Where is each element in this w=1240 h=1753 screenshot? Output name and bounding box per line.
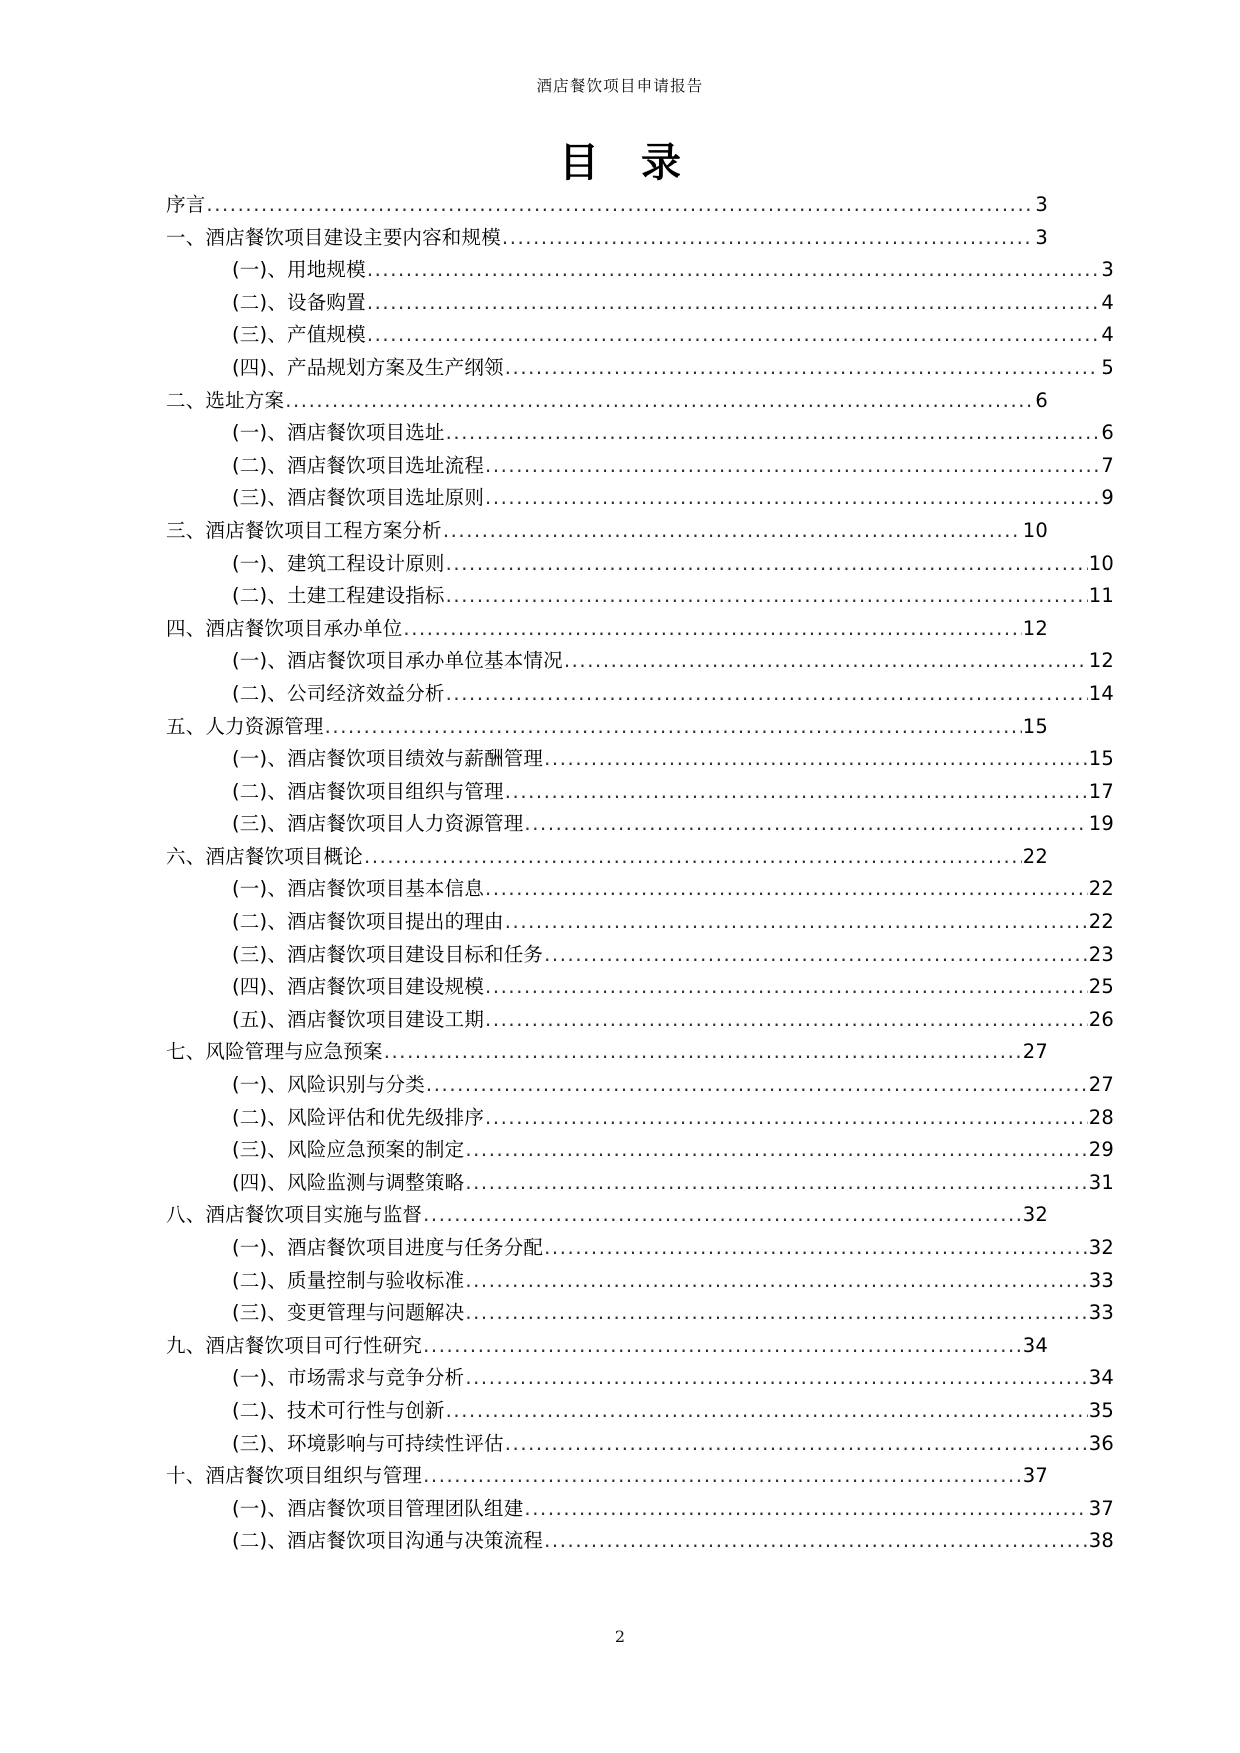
toc-entry[interactable] [166,971,1114,1004]
toc-entry[interactable] [166,711,1048,744]
footer-page-number: 2 [614,1627,626,1646]
toc-entry-page-number: 19 [1088,812,1114,836]
toc-entry-label: 九、酒店餐饮项目可行性研究 [166,1333,423,1357]
toc-dot-leader [443,521,1022,541]
toc-dot-leader [485,488,1099,508]
toc-entry-label: 十、酒店餐饮项目组织与管理 [166,1464,423,1488]
toc-entry-label: (二)、公司经济效益分析 [232,681,445,705]
toc-entry-page-number: 10 [1022,518,1048,542]
toc-dot-leader [446,684,1088,704]
toc-dot-leader [423,1466,1022,1486]
toc-entry-page-number: 27 [1022,1040,1048,1064]
toc-entry-page-number: 6 [1101,421,1114,445]
toc-dot-leader [544,945,1088,965]
toc-entry-page-number: 15 [1022,714,1048,738]
toc-entry-label: (一)、建筑工程设计原则 [232,551,445,575]
toc-entry-page-number: 34 [1022,1333,1048,1357]
table-of-contents [166,189,1114,1558]
toc-dot-leader [485,977,1088,997]
toc-entry[interactable] [166,841,1048,874]
toc-entry-label: 序言 [166,193,206,216]
toc-dot-leader [465,1368,1087,1388]
toc-entry-label: (四)、酒店餐饮项目建设规模 [232,975,485,999]
toc-entry[interactable] [166,417,1114,450]
toc-dot-leader [446,1401,1088,1421]
toc-entry-label: (一)、风险识别与分类 [232,1073,425,1097]
toc-entry-page-number: 3 [1035,193,1048,216]
toc-entry-label: 三、酒店餐饮项目工程方案分析 [166,518,442,542]
toc-entry-page-number: 3 [1035,225,1048,249]
toc-entry[interactable] [166,548,1114,581]
toc-entry[interactable] [166,906,1114,939]
toc-entry-page-number: 4 [1101,323,1114,347]
toc-entry[interactable] [166,352,1114,385]
toc-entry-page-number: 22 [1088,910,1114,934]
toc-entry-page-number: 32 [1088,1236,1114,1259]
toc-entry-page-number: 23 [1088,942,1114,966]
toc-entry[interactable] [166,385,1048,418]
toc-dot-leader [446,586,1088,606]
toc-dot-leader [465,1271,1087,1291]
toc-entry[interactable] [166,1167,1114,1200]
toc-entry[interactable] [166,808,1114,841]
toc-dot-leader [426,1075,1088,1095]
toc-entry-page-number: 17 [1088,779,1114,803]
toc-dot-leader [465,1140,1087,1160]
toc-entry-page-number: 36 [1088,1431,1114,1455]
toc-entry[interactable] [166,1297,1114,1330]
toc-entry[interactable] [166,287,1114,320]
toc-entry-page-number: 11 [1088,584,1114,608]
toc-dot-leader [367,325,1099,345]
toc-entry-page-number: 37 [1022,1464,1048,1488]
toc-entry[interactable] [166,1395,1114,1428]
toc-entry-page-number: 5 [1101,355,1114,379]
toc-entry-label: (三)、风险应急预案的制定 [232,1138,465,1162]
toc-entry-page-number: 31 [1088,1170,1114,1194]
toc-dot-leader [505,1434,1088,1454]
toc-dot-leader [403,619,1021,639]
toc-dot-leader [367,260,1099,280]
toc-dot-leader [384,1042,1022,1062]
toc-entry-page-number: 38 [1088,1529,1114,1553]
toc-entry-page-number: 34 [1088,1366,1114,1390]
toc-entry-label: 五、人力资源管理 [166,714,324,738]
toc-entry-label: (三)、环境影响与可持续性评估 [232,1431,504,1455]
toc-entry[interactable] [166,1493,1114,1526]
toc-entry-label: (一)、酒店餐饮项目绩效与薪酬管理 [232,747,544,771]
toc-entry[interactable] [166,450,1114,483]
toc-entry-label: (四)、产品规划方案及生产纲领 [232,355,504,379]
toc-entry-label: 八、酒店餐饮项目实施与监督 [166,1203,423,1227]
toc-entry-label: (二)、酒店餐饮项目沟通与决策流程 [232,1529,544,1553]
toc-entry-page-number: 29 [1088,1138,1114,1162]
toc-dot-leader [364,847,1022,867]
toc-entry-page-number: 10 [1088,551,1114,575]
toc-entry-page-number: 33 [1088,1268,1114,1292]
toc-dot-leader [544,749,1088,769]
toc-dot-leader [544,1238,1088,1258]
toc-entry-label: (三)、酒店餐饮项目人力资源管理 [232,812,524,836]
toc-entry[interactable] [166,1199,1048,1232]
toc-entry-page-number: 26 [1088,1007,1114,1031]
toc-entry-page-number: 12 [1022,616,1048,640]
toc-entry-page-number: 25 [1088,975,1114,999]
toc-entry-label: (二)、技术可行性与创新 [232,1398,445,1422]
toc-entry-page-number: 28 [1088,1105,1114,1129]
toc-entry[interactable] [166,1265,1114,1298]
toc-dot-leader [485,879,1088,899]
toc-entry[interactable] [166,189,1048,222]
toc-dot-leader [505,782,1088,802]
toc-dot-leader [505,358,1099,378]
toc-entry-label: (二)、质量控制与验收标准 [232,1268,465,1292]
toc-dot-leader [564,651,1088,671]
toc-dot-leader [465,1303,1087,1323]
toc-entry-label: (二)、酒店餐饮项目选址流程 [232,453,485,477]
toc-dot-leader [485,456,1099,476]
toc-entry-label: (五)、酒店餐饮项目建设工期 [232,1007,485,1031]
toc-entry[interactable] [166,1036,1048,1069]
toc-entry-label: (一)、市场需求与竞争分析 [232,1366,465,1390]
toc-entry[interactable] [166,515,1048,548]
toc-entry[interactable] [166,1525,1114,1558]
toc-entry[interactable] [166,580,1114,613]
toc-dot-leader [544,1531,1088,1551]
toc-entry-page-number: 22 [1088,877,1114,901]
toc-entry-label: 四、酒店餐饮项目承办单位 [166,616,403,640]
toc-dot-leader [206,195,1033,215]
toc-entry[interactable] [166,1428,1114,1461]
toc-entry[interactable] [166,1004,1114,1037]
toc-entry-page-number: 35 [1088,1398,1114,1422]
toc-entry[interactable] [166,1330,1048,1363]
toc-entry[interactable] [166,1134,1114,1167]
toc-entry-page-number: 32 [1022,1203,1048,1227]
toc-entry-label: (三)、变更管理与问题解决 [232,1301,465,1325]
toc-entry-label: (二)、设备购置 [232,290,366,314]
toc-dot-leader [524,1499,1087,1519]
toc-entry[interactable] [166,776,1114,809]
toc-dot-leader [423,1205,1022,1225]
toc-entry-label: (二)、风险评估和优先级排序 [232,1105,485,1129]
toc-entry-label: 六、酒店餐饮项目概论 [166,844,364,868]
toc-entry-page-number: 27 [1088,1073,1114,1097]
page-title: 目 录 [559,139,695,186]
toc-entry-label: (二)、酒店餐饮项目提出的理由 [232,910,504,934]
toc-entry[interactable] [166,482,1114,515]
toc-entry-label: (四)、风险监测与调整策略 [232,1170,465,1194]
toc-entry-page-number: 4 [1101,290,1114,314]
toc-entry-label: 一、酒店餐饮项目建设主要内容和规模 [166,225,501,249]
toc-entry[interactable] [166,1362,1114,1395]
toc-dot-leader [423,1336,1022,1356]
toc-entry-label: (二)、土建工程建设指标 [232,584,445,608]
toc-entry-page-number: 33 [1088,1301,1114,1325]
running-header: 酒店餐饮项目申请报告 [536,77,704,95]
toc-entry-page-number: 7 [1101,453,1114,477]
toc-entry-page-number: 6 [1035,388,1048,412]
toc-dot-leader [446,554,1088,574]
toc-entry-label: 二、选址方案 [166,388,285,412]
toc-dot-leader [502,228,1033,248]
toc-entry[interactable] [166,613,1048,646]
toc-entry[interactable] [166,743,1114,776]
toc-entry-label: (一)、酒店餐饮项目进度与任务分配 [232,1236,544,1259]
toc-dot-leader [485,1108,1088,1128]
toc-dot-leader [465,1173,1087,1193]
toc-entry[interactable] [166,222,1048,255]
toc-entry[interactable] [166,1232,1114,1265]
toc-entry[interactable] [166,678,1114,711]
toc-entry[interactable] [166,939,1114,972]
toc-entry[interactable] [166,1069,1114,1102]
toc-entry[interactable] [166,873,1114,906]
toc-dot-leader [485,1010,1088,1030]
toc-entry-page-number: 3 [1101,258,1114,282]
toc-entry-label: (三)、酒店餐饮项目选址原则 [232,486,485,510]
toc-entry-label: (三)、酒店餐饮项目建设目标和任务 [232,942,544,966]
toc-entry-page-number: 9 [1101,486,1114,510]
toc-entry[interactable] [166,1460,1048,1493]
toc-dot-leader [505,912,1088,932]
toc-entry-label: (二)、酒店餐饮项目组织与管理 [232,779,504,803]
toc-entry-page-number: 12 [1088,649,1114,673]
toc-dot-leader [325,717,1022,737]
toc-entry[interactable] [166,645,1114,678]
toc-dot-leader [524,814,1087,834]
toc-entry-label: (一)、酒店餐饮项目基本信息 [232,877,485,901]
toc-entry-label: (三)、产值规模 [232,323,366,347]
toc-dot-leader [446,423,1099,443]
toc-entry[interactable] [166,254,1114,287]
toc-entry-label: (一)、酒店餐饮项目管理团队组建 [232,1496,524,1520]
toc-entry-page-number: 14 [1088,681,1114,705]
toc-entry-page-number: 22 [1022,844,1048,868]
toc-entry-page-number: 15 [1088,747,1114,771]
toc-entry-page-number: 37 [1088,1496,1114,1520]
toc-dot-leader [367,293,1099,313]
toc-entry-label: (一)、酒店餐饮项目选址 [232,421,445,445]
toc-entry[interactable] [166,319,1114,352]
toc-entry-label: (一)、酒店餐饮项目承办单位基本情况 [232,649,563,673]
toc-dot-leader [285,391,1033,411]
toc-entry[interactable] [166,1102,1114,1135]
toc-entry-label: (一)、用地规模 [232,258,366,282]
toc-entry-label: 七、风险管理与应急预案 [166,1040,383,1064]
